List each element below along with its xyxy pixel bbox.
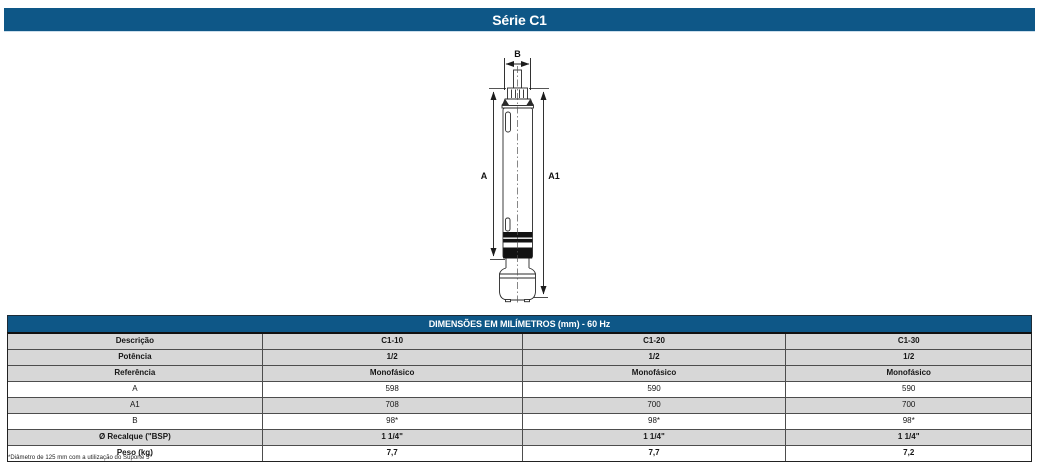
- dimensions-table: [7, 315, 1032, 462]
- value-cell: 98*: [263, 414, 523, 429]
- row-label-cell: Descrição: [8, 334, 263, 349]
- table-body: [7, 332, 1032, 462]
- row-label-cell: Referência: [8, 366, 263, 381]
- value-cell: 1/2: [903, 352, 915, 361]
- value-cell: 1/2: [523, 350, 787, 365]
- table-row: [8, 414, 1031, 430]
- dimension-label-a: A: [480, 171, 488, 181]
- value-cell: Monofásico: [263, 366, 523, 381]
- pump-outline: [500, 70, 536, 302]
- table-row: [8, 446, 1031, 461]
- pump-diagram: [420, 40, 640, 306]
- table-row: [8, 382, 1031, 398]
- table-row: [8, 334, 1031, 350]
- table-row: [8, 350, 1031, 366]
- row-label-cell: Peso (kg): [8, 446, 263, 461]
- dimension-label-a1: A1: [548, 171, 560, 181]
- table-row: [8, 398, 1031, 414]
- value-cell: C1-10: [263, 334, 523, 349]
- value-cell: 7,7: [263, 446, 523, 461]
- value-cell: 700: [523, 398, 787, 413]
- value-cell: C1-30: [897, 336, 920, 345]
- table-row: [8, 430, 1031, 446]
- header-banner: [4, 8, 1035, 31]
- value-cell: 1 1/4": [897, 432, 920, 441]
- value-cell: 1 1/4": [263, 430, 523, 445]
- value-cell: 590: [902, 384, 916, 393]
- footnote: *Diâmetro de 125 mm com a utilização do Suporte 5": [8, 455, 152, 461]
- value-cell: 7,7: [523, 446, 787, 461]
- value-cell: 98*: [523, 414, 787, 429]
- value-cell: Monofásico: [523, 366, 787, 381]
- value-cell: 708: [263, 398, 523, 413]
- row-label-cell: A: [8, 382, 263, 397]
- row-label-cell: Potência: [8, 350, 263, 365]
- value-cell: Monofásico: [886, 368, 931, 377]
- value-cell: 590: [523, 382, 787, 397]
- table-title: DIMENSÕES EM MILÍMETROS (mm) - 60 Hz: [428, 319, 611, 329]
- row-label-cell: A1: [8, 398, 263, 413]
- value-cell: C1-20: [523, 334, 787, 349]
- table-row: [8, 366, 1031, 382]
- dimension-label-b: B: [514, 49, 521, 59]
- row-label-cell: Ø Recalque ("BSP): [8, 430, 263, 445]
- row-label-cell: B: [8, 414, 263, 429]
- value-cell: 598: [263, 382, 523, 397]
- value-cell: 1/2: [263, 350, 523, 365]
- value-cell: 98*: [902, 416, 915, 425]
- page-title: Série C1: [492, 11, 547, 28]
- value-cell: 1 1/4": [523, 430, 787, 445]
- value-cell: 7,2: [903, 448, 915, 457]
- table-title-bar: [7, 315, 1032, 332]
- value-cell: 700: [902, 400, 916, 409]
